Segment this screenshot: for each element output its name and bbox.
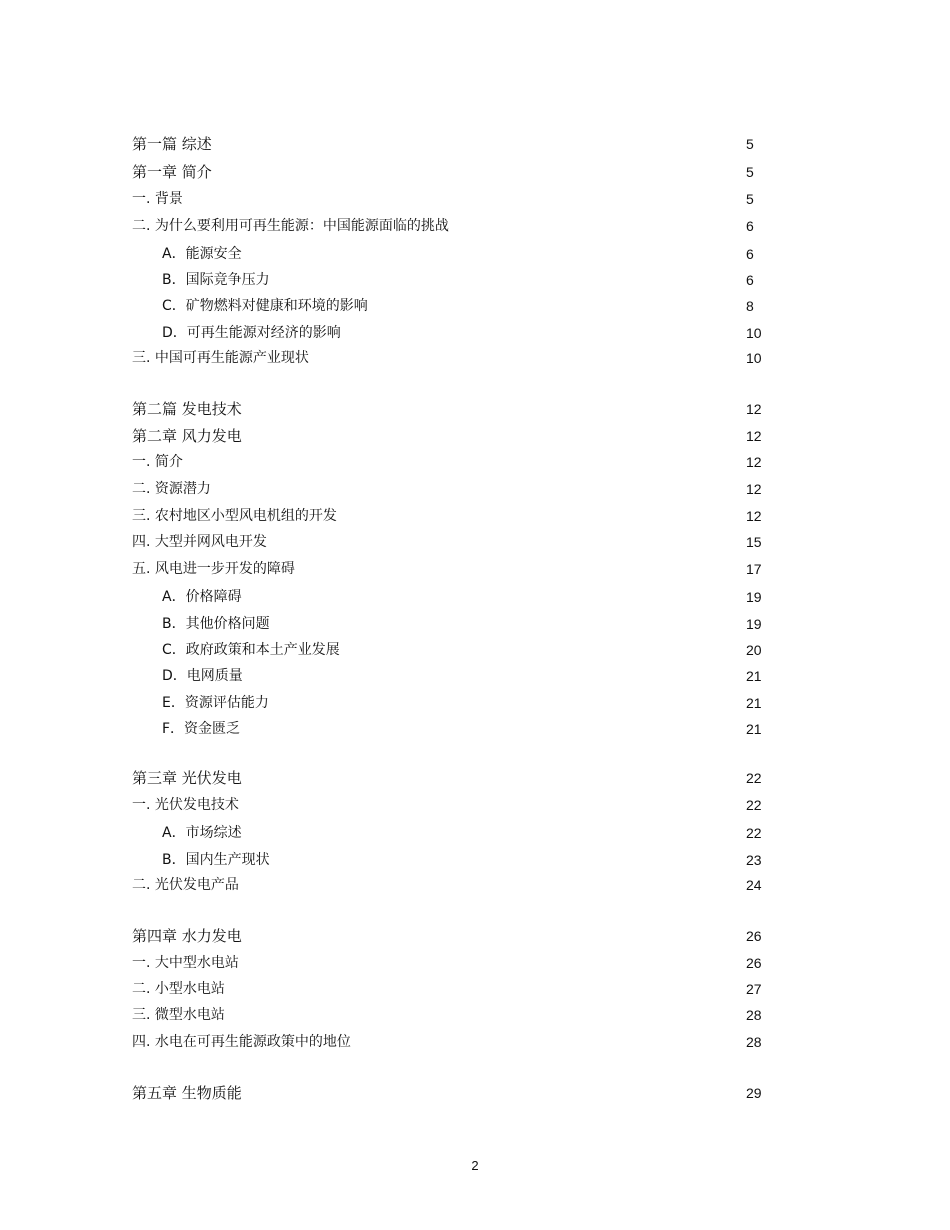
toc-entry-title: 二. 为什么要利用可再生能源：中国能源面临的挑战 [132,218,449,234]
toc-entry [132,398,765,420]
toc-entry [132,425,765,447]
toc-entry [132,978,765,1000]
toc-entry [132,1004,765,1026]
toc-entry [132,243,765,265]
toc-entry-title: 二. 小型水电站 [132,981,225,997]
toc-entry-page: 8 [746,298,754,314]
toc-entry [132,505,765,527]
toc-entry-page: 24 [746,877,762,893]
toc-entry [132,639,765,661]
toc-entry [132,133,765,155]
toc-entry-title: 第二章 风力发电 [132,427,242,445]
toc-entry [132,322,765,344]
toc-entry-title: 第三章 光伏发电 [132,769,242,787]
toc-entry-title: 三. 微型水电站 [132,1007,225,1023]
toc-entry-title: B．国内生产现状 [162,852,270,868]
toc-entry-page: 6 [746,246,754,262]
toc-entry-title: D．可再生能源对经济的影响 [162,325,341,341]
toc-entry-page: 21 [746,695,762,711]
toc-entry [132,849,765,871]
toc-entry-title: B．国际竞争压力 [162,272,270,288]
toc-entry [132,188,765,210]
toc-entry [132,215,765,237]
toc-entry-title: D．电网质量 [162,668,243,684]
toc-entry [132,794,765,816]
toc-entry-page: 19 [746,616,762,632]
toc-entry [132,874,765,896]
toc-entry-title: E．资源评估能力 [162,695,269,711]
toc-entry [132,692,765,714]
toc-entry [132,478,765,500]
toc-entry-page: 17 [746,561,762,577]
toc-entry-title: B．其他价格问题 [162,616,270,632]
page-number: 2 [471,1158,479,1173]
toc-entry [132,586,765,608]
toc-entry-title: 第五章 生物质能 [132,1084,242,1102]
toc-entry-title: 四. 水电在可再生能源政策中的地位 [132,1034,351,1050]
toc-entry-title: 第一篇 综述 [132,135,212,153]
toc-entry [132,952,765,974]
toc-entry-page: 19 [746,589,762,605]
toc-entry [132,161,765,183]
toc-entry-page: 10 [746,350,762,366]
toc-entry-page: 28 [746,1034,762,1050]
toc-entry-page: 15 [746,534,762,550]
toc-entry [132,295,765,317]
toc-entry-page: 5 [746,136,754,152]
toc-entry-page: 10 [746,325,762,341]
toc-entry-page: 5 [746,191,754,207]
toc-entry [132,767,765,789]
toc-entry-title: 第四章 水力发电 [132,927,242,945]
toc-entry [132,665,765,687]
toc-entry [132,451,765,473]
toc-entry-page: 26 [746,955,762,971]
toc-entry-page: 26 [746,928,762,944]
toc-entry-title: 一. 光伏发电技术 [132,797,239,813]
toc-entry [132,531,765,553]
toc-entry [132,1031,765,1053]
toc-entry-title: 五. 风电进一步开发的障碍 [132,561,295,577]
toc-entry-title: 四. 大型并网风电开发 [132,534,267,550]
toc-entry-page: 21 [746,668,762,684]
toc-entry-title: A．能源安全 [162,246,242,262]
toc-entry [132,718,765,740]
toc-entry-page: 12 [746,454,762,470]
toc-entry-page: 28 [746,1007,762,1023]
toc-entry-title: 一. 背景 [132,191,183,207]
toc-entry [132,822,765,844]
toc-entry-page: 23 [746,852,762,868]
toc-entry-page: 6 [746,272,754,288]
toc-entry-title: 二. 资源潜力 [132,481,211,497]
toc-entry [132,347,765,369]
toc-entry-page: 22 [746,797,762,813]
toc-entry [132,558,765,580]
toc-entry-title: C．矿物燃料对健康和环境的影响 [162,298,368,314]
toc-entry-title: 第一章 简介 [132,163,212,181]
toc-entry-page: 12 [746,481,762,497]
toc-entry-page: 5 [746,164,754,180]
toc-entry-page: 22 [746,770,762,786]
toc-entry-title: A．市场综述 [162,825,242,841]
toc-entry-title: C．政府政策和本土产业发展 [162,642,340,658]
toc-entry-title: 一. 简介 [132,454,183,470]
toc-entry-page: 6 [746,218,754,234]
toc-entry-page: 27 [746,981,762,997]
toc-entry-page: 21 [746,721,762,737]
toc-entry-page: 29 [746,1085,762,1101]
toc-entry-title: 三. 中国可再生能源产业现状 [132,350,309,366]
toc-entry-title: 二. 光伏发电产品 [132,877,239,893]
toc-entry-page: 22 [746,825,762,841]
toc-entry-title: F．资金匮乏 [162,721,241,737]
toc-entry-title: 一. 大中型水电站 [132,955,239,971]
toc-entry-title: 三. 农村地区小型风电机组的开发 [132,508,337,524]
toc-entry-page: 20 [746,642,762,658]
toc-entry-page: 12 [746,428,762,444]
toc-entry-title: 第二篇 发电技术 [132,400,242,418]
toc-entry-page: 12 [746,508,762,524]
toc-entry-page: 12 [746,401,762,417]
toc-entry [132,269,765,291]
toc-entry [132,613,765,635]
toc-entry-title: A．价格障碍 [162,589,242,605]
toc-entry [132,1082,765,1104]
toc-entry [132,925,765,947]
